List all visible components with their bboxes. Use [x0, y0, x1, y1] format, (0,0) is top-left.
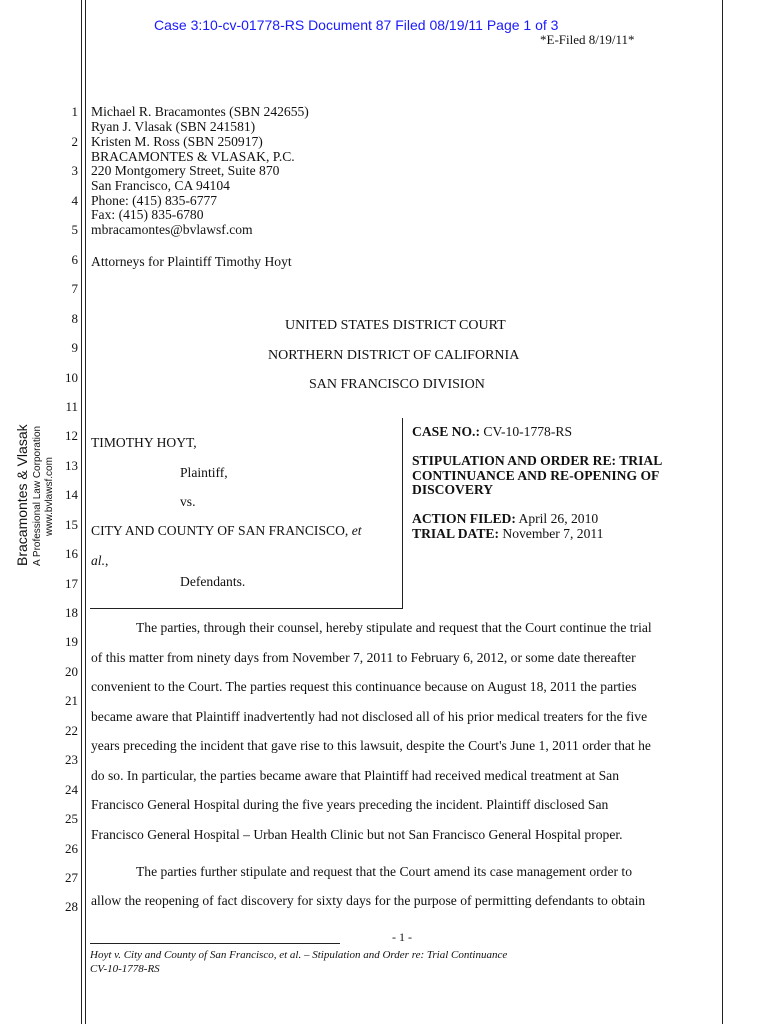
- attorney-line: BRACAMONTES & VLASAK, P.C.: [91, 149, 295, 164]
- line-number: 16: [65, 546, 78, 561]
- doc-title-line1: STIPULATION AND ORDER RE: TRIAL: [412, 453, 663, 468]
- body-line: do so. In particular, the parties became aware that Plaintiff had received medical treatment at San: [91, 768, 620, 783]
- sidebar-website: www.bvlawsf.com: [44, 457, 55, 536]
- attorney-line: 220 Montgomery Street, Suite 870: [91, 163, 280, 178]
- line-number: 23: [65, 752, 78, 767]
- case-no-label: CASE NO.:: [412, 424, 480, 439]
- body-line: years preceding the incident that gave rise to this lawsuit, despite the Court's June 1, 2011 order that he: [91, 738, 651, 753]
- attorney-line: Fax: (415) 835-6780: [91, 207, 204, 222]
- caption-vs: vs.: [180, 494, 196, 509]
- efiled-stamp: *E-Filed 8/19/11*: [540, 32, 635, 47]
- defendant-etal-2: al.: [91, 553, 105, 568]
- footer-case-number: CV-10-1778-RS: [90, 963, 160, 975]
- caption-box-divider: [402, 418, 403, 608]
- case-stamp: Case 3:10-cv-01778-RS Document 87 Filed 08/19/11 Page 1 of 3: [154, 17, 559, 33]
- caption-plaintiff: TIMOTHY HOYT,: [91, 435, 197, 450]
- court-district: NORTHERN DISTRICT OF CALIFORNIA: [268, 348, 520, 363]
- attorney-line: San Francisco, CA 94104: [91, 178, 230, 193]
- court-name: UNITED STATES DISTRICT COURT: [285, 318, 506, 333]
- body-line: became aware that Plaintiff inadvertently had not disclosed all of his prior medical treaters for the five: [91, 709, 648, 724]
- attorneys-for: Attorneys for Plaintiff Timothy Hoyt: [91, 254, 292, 269]
- line-number: 1: [71, 104, 78, 119]
- line-number: 27: [65, 870, 78, 885]
- action-filed: [412, 511, 598, 527]
- trial-date-label: TRIAL DATE:: [412, 526, 499, 541]
- line-number: 9: [71, 340, 78, 355]
- action-filed-value: April 26, 2010: [515, 511, 599, 526]
- caption-plaintiff-role: Plaintiff,: [180, 465, 228, 480]
- line-number: 22: [65, 723, 78, 738]
- attorney-line: Phone: (415) 835-6777: [91, 193, 218, 208]
- attorney-line: Ryan J. Vlasak (SBN 241581): [91, 119, 256, 134]
- footer-page-number: - 1 -: [392, 930, 412, 944]
- line-number: 26: [65, 841, 78, 856]
- line-number: 11: [65, 399, 78, 414]
- line-number: 12: [65, 428, 78, 443]
- line-number: 5: [71, 222, 78, 237]
- line-number: 18: [65, 605, 78, 620]
- body-line: Francisco General Hospital – Urban Health Clinic but not San Francisco General Hospital proper.: [91, 827, 623, 842]
- doc-title-line2: CONTINUANCE AND RE-OPENING OF: [412, 468, 660, 483]
- court-division: SAN FRANCISCO DIVISION: [309, 377, 485, 392]
- trial-date-value: November 7, 2011: [499, 526, 604, 541]
- sidebar-firm-name: Bracamontes & Vlasak: [14, 424, 30, 566]
- caption-defendant-role: Defendants.: [180, 574, 246, 589]
- body-line: allow the reopening of fact discovery for sixty days for the purpose of permitting defendants to obtain: [91, 893, 646, 908]
- case-number: [412, 424, 572, 440]
- defendant-comma: ,: [104, 553, 109, 568]
- line-number: 15: [65, 517, 78, 532]
- line-number: 2: [71, 134, 78, 149]
- margin-line-right: [722, 0, 723, 1024]
- body-line: The parties, through their counsel, hereby stipulate and request that the Court continue the trial: [136, 620, 652, 635]
- line-number: 8: [71, 311, 78, 326]
- caption-defendant: [91, 523, 362, 539]
- caption-defendant-cont: [91, 553, 108, 569]
- body-line: The parties further stipulate and request that the Court amend its case management order to: [136, 864, 632, 879]
- line-number: 6: [71, 252, 78, 267]
- line-number: 17: [65, 576, 78, 591]
- defendant-name: CITY AND COUNTY OF SAN FRANCISCO,: [91, 523, 352, 538]
- margin-line-left-1: [81, 0, 82, 1024]
- line-number: 4: [71, 193, 78, 208]
- footer-rule: [90, 943, 340, 944]
- line-number: 20: [65, 664, 78, 679]
- sidebar-firm-type: A Professional Law Corporation: [32, 425, 43, 566]
- line-number: 7: [71, 281, 78, 296]
- body-line: of this matter from ninety days from November 7, 2011 to February 6, 2012, or some date thereafter: [91, 650, 636, 665]
- line-number: 19: [65, 634, 78, 649]
- body-line: Francisco General Hospital during the five years preceding the incident. Plaintiff disclosed San: [91, 797, 609, 812]
- action-filed-label: ACTION FILED:: [412, 511, 516, 526]
- body-line: convenient to the Court. The parties request this continuance because on August 18, 2011 the parties: [91, 679, 637, 694]
- line-number: 24: [65, 782, 78, 797]
- line-number: 14: [65, 487, 78, 502]
- attorney-line: Kristen M. Ross (SBN 250917): [91, 134, 263, 149]
- attorney-line: mbracamontes@bvlawsf.com: [91, 222, 253, 237]
- defendant-etal-1: et: [351, 523, 362, 538]
- line-number: 13: [65, 458, 78, 473]
- line-number: 28: [65, 899, 78, 914]
- footer-caption: Hoyt v. City and County of San Francisco, et al. – Stipulation and Order re: Trial Continuance: [90, 949, 508, 961]
- attorney-line: Michael R. Bracamontes (SBN 242655): [91, 104, 309, 119]
- doc-title-line3: DISCOVERY: [412, 482, 494, 497]
- line-number: 10: [65, 370, 78, 385]
- trial-date: [412, 526, 603, 542]
- line-number: 25: [65, 811, 78, 826]
- caption-box-bottom: [90, 608, 403, 609]
- line-number: 3: [71, 163, 78, 178]
- margin-line-left-2: [85, 0, 86, 1024]
- case-no-value: CV-10-1778-RS: [479, 424, 573, 439]
- line-number: 21: [65, 693, 78, 708]
